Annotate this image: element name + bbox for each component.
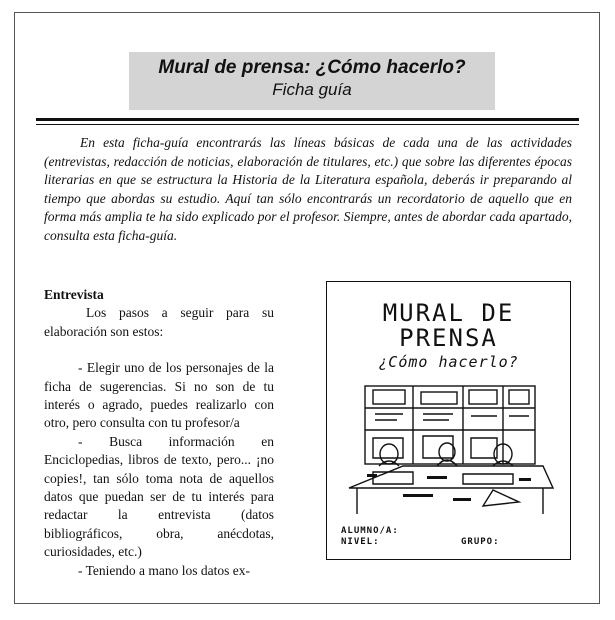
divider-thick [36, 118, 579, 121]
title-box [129, 52, 495, 110]
level-label: NIVEL: [341, 537, 380, 547]
poster-illustration [326, 281, 571, 560]
list-item: - Elegir uno de los personajes de la ficha de sugerencias. Si no son de tu interés o agrado, puedes realizarlo con otro, pero consulta con tu profesor/a [44, 360, 274, 431]
poster-title-line1: MURAL DE [382, 299, 515, 327]
group-label: GRUPO: [461, 537, 500, 547]
poster-subtitle: ¿Cómo hacerlo? [378, 353, 519, 371]
list-item: - Busca información en Enciclopedias, libros de texto, pero... ¡no copies!, tan sólo toma nota de aquellos datos que puedan ser de tu interés para redactar la entrevista (datos bibliográficos, obra, anécdotas, curiosidades, etc.) [44, 433, 274, 560]
interview-section [44, 286, 274, 580]
poster-footer [341, 526, 561, 548]
divider-thin [36, 124, 579, 125]
list-item: - Teniendo a mano los datos ex- [78, 562, 251, 578]
newsroom-drawing [343, 378, 555, 518]
page-title: Mural de prensa: ¿Cómo hacerlo? [158, 57, 466, 78]
intro-paragraph: En esta ficha-guía encontrarás las líneas básicas de cada una de las actividades (entrevistas, redacción de noticias, elaboración de titulares, etc.) que sobre las diferentes épocas literarias en que se estructura la Historia de la Literatura española, deberás ir preparando al tiempo que abordas su estudio. Aquí tan sólo encontrarás un recordatorio de aquello que en forma más amplia te ha sido explicado por el profesor. Siempre, antes de abordar cada apartado, consulta esta ficha-guía. [44, 135, 572, 243]
student-label: ALUMNO/A: [341, 526, 399, 536]
poster-title-line2: PRENSA [399, 324, 498, 352]
section-heading: Entrevista [44, 287, 104, 302]
page-subtitle: Ficha guía [272, 80, 352, 99]
section-lead: Los pasos a seguir para su elaboración son estos: [44, 305, 274, 339]
